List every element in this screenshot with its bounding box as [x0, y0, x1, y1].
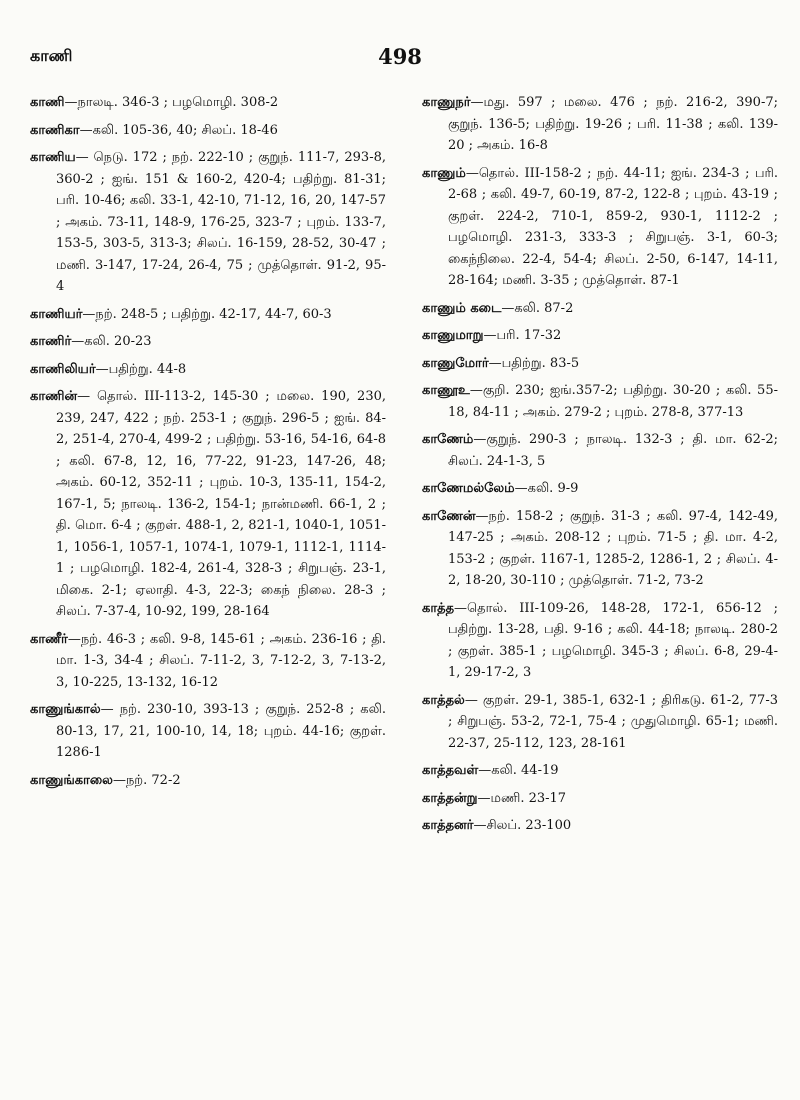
entry-headword: காணிகா [30, 122, 80, 138]
entry-headword: காணுங்காலை [30, 772, 113, 788]
entry-references: —கலி. 87-2 [501, 300, 574, 316]
index-entry [30, 359, 386, 381]
index-entry [422, 690, 778, 755]
index-entry [422, 478, 778, 500]
page-number: 498 [378, 44, 422, 69]
entry-headword: காணிய [30, 150, 76, 165]
left-column [30, 92, 386, 797]
entry-references: —பதிற்று. 83-5 [488, 355, 580, 371]
entry-references: —தொல். III-158-2 ; நற். 44-11; ஐங். 234-3 ; பரி. 2-68 ; கலி. 49-7, 60-19, 87-2, 122-8 ; புறம். 43-19 ; குறள். 224-2, 710-1, 859-2, 930-1, 1112-2 ; பழமொழி. 231-3, 333-3 ; சிறுபஞ். 3-1, 60-3; கைந்நிலை. 22-4, 54-4; சிலப். 2-50, 6-147, 14-11, 28-164; மணி. 3-35 ; முத்தொள். 87-1 [448, 165, 778, 288]
index-entry [30, 120, 386, 142]
entry-headword: காத்தன்று [422, 790, 478, 806]
entry-references: —கலி. 9-9 [514, 481, 579, 496]
index-entry [422, 788, 778, 810]
entry-headword: காணிர் [30, 334, 72, 349]
index-entry [422, 815, 778, 837]
right-column [422, 92, 778, 843]
index-entry [422, 429, 778, 472]
index-entry [30, 629, 386, 694]
index-entry [30, 770, 386, 792]
entry-references: —நற். 248-5 ; பதிற்று. 42-17, 44-7, 60-3 [82, 306, 332, 322]
running-head: காணி [30, 46, 73, 65]
index-entry [30, 331, 386, 353]
index-entry [422, 298, 778, 320]
entry-references: —நாலடி. 346-3 ; பழமொழி. 308-2 [64, 95, 279, 110]
entry-headword: காணி [30, 95, 65, 110]
index-entry [30, 92, 386, 114]
index-entry [422, 163, 778, 292]
entry-references: —மது. 597 ; மலை. 476 ; நற். 216-2, 390-7; குறுந். 136-5; பதிற்று. 19-26 ; பரி. 11-38 ; கலி. 139-20 ; அகம். 16-8 [448, 95, 778, 153]
entry-headword: காணீர் [30, 631, 68, 647]
entry-headword: காணுமாறு [422, 328, 484, 343]
entry-headword: காணேன் [422, 508, 476, 524]
entry-headword: காணியர் [30, 306, 83, 322]
entry-references: — நெடு. 172 ; நற். 222-10 ; குறுந். 111-7, 293-8, 360-2 ; ஐங். 151 & 160-2, 420-4; பதிற்று. 81-31; பரி. 10-46; கலி. 33-1, 42-10, 71-12, 16, 20, 147-57 ; அகம். 73-11, 148-9, 176-25, 323-7 ; புறம். 133-7, 153-5, 303-5, 313-3; சிலப். 16-159, 28-52, 30-47 ; மணி. 3-147, 17-24, 26-4, 75 ; முத்தொள். 91-2, 95-4 [56, 150, 386, 294]
entry-references: — குறள். 29-1, 385-1, 632-1 ; திரிகடு. 61-2, 77-3 ; சிறுபஞ். 53-2, 72-1, 75-4 ; முதுமொழி. 65-1; மணி. 22-37, 25-112, 123, 28-161 [448, 692, 778, 751]
entry-headword: காணும் [422, 165, 466, 181]
entry-references: —சிலப். 23-100 [473, 818, 572, 833]
entry-headword: காணின் [30, 389, 78, 404]
entry-headword: காத்தவள் [422, 763, 479, 778]
entry-references: —நற். 46-3 ; கலி. 9-8, 145-61 ; அகம். 236-16 ; தி. மா. 1-3, 34-4 ; சிலப். 7-11-2, 3, 7-12-2, 3, 7-13-2, 3, 10-225, 13-132, 16-12 [56, 631, 386, 690]
entry-references: —பதிற்று. 44-8 [95, 361, 187, 377]
index-entry [422, 325, 778, 347]
entry-headword: காணுமோர் [422, 355, 489, 371]
entry-references: — நற். 230-10, 393-13 ; குறுந். 252-8 ; கலி. 80-13, 17, 21, 100-10, 14, 18; புறம். 44-16; குறள். 1286-1 [56, 702, 386, 760]
index-entry [422, 92, 778, 157]
index-entry [422, 760, 778, 782]
entry-headword: காணேமல்லேம் [422, 481, 515, 496]
entry-references: — தொல். III-113-2, 145-30 ; மலை. 190, 230, 239, 247, 422 ; நற். 253-1 ; குறுந். 296-5 ; ஐங். 84-2, 251-4, 270-4, 499-2 ; பதிற்று. 53-16, 54-16, 64-8 ; கலி. 67-8, 12, 16, 77-22, 91-23, 147-26, 48; அகம். 60-12, 352-11 ; புறம். 10-3, 135-11, 154-2, 167-1, 5; நாலடி. 136-2, 154-1; நான்மணி. 66-1, 2 ; தி. மொ. 6-4 ; குறள். 488-1, 2, 821-1, 1040-1, 1051-1, 1056-1, 1057-1, 1074-1, 1079-1, 1112-1, 1114-1 ; பழமொழி. 182-4, 261-4, 328-3 ; சிறுபஞ். 23-1, மிகை. 2-1; ஏலாதி. 4-3, 22-3; கைந் நிலை. 28-3 ; சிலப். 7-37-4, 10-92, 199, 28-164 [56, 389, 386, 619]
index-entry [422, 506, 778, 592]
entry-references: —கலி. 105-36, 40; சிலப். 18-46 [79, 122, 278, 138]
index-entry [30, 147, 386, 298]
entry-headword: காணுங்கால் [30, 702, 101, 717]
entry-headword: காணூஉ [422, 383, 470, 398]
entry-references: —மணி. 23-17 [477, 790, 567, 806]
entry-headword: காணும் கடை [422, 300, 502, 316]
entry-references: —நற். 158-2 ; குறுந். 31-3 ; கலி. 97-4, 142-49, 147-25 ; அகம். 208-12 ; புறம். 71-5 ; தி. மா. 4-2, 153-2 ; குறள். 1167-1, 1285-2, 1286-1, 2 ; சிலப். 4-2, 18-20, 30-110 ; முத்தொள். 71-2, 73-2 [448, 508, 778, 588]
index-entry [422, 380, 778, 423]
entry-references: —கலி. 44-19 [478, 763, 559, 778]
index-entry [422, 598, 778, 684]
index-entry [30, 304, 386, 326]
entry-headword: காத்தனர் [422, 818, 474, 833]
entry-headword: காத்த [422, 600, 455, 616]
index-entry [30, 699, 386, 764]
entry-headword: காணிலியர் [30, 361, 96, 377]
entry-headword: காணுநர் [422, 95, 471, 110]
index-entry [30, 386, 386, 623]
entry-references: —கலி. 20-23 [71, 334, 152, 349]
entry-references: —பரி. 17-32 [483, 328, 562, 343]
entry-references: —குறி. 230; ஐங்.357-2; பதிற்று. 30-20 ; கலி. 55-18, 84-11 ; அகம். 279-2 ; புறம். 278-8, 377-13 [448, 383, 778, 420]
entry-headword: காணேம் [422, 432, 474, 447]
index-entry [422, 353, 778, 375]
entry-headword: காத்தல் [422, 692, 465, 708]
entry-references: —தொல். III-109-26, 148-28, 172-1, 656-12 ; பதிற்று. 13-28, பதி. 9-16 ; கலி. 44-18; நாலடி. 280-2 ; குறள். 385-1 ; பழமொழி. 345-3 ; சிலப். 6-8, 29-4-1, 29-17-2, 3 [448, 600, 778, 680]
entry-references: —குறுந். 290-3 ; நாலடி. 132-3 ; தி. மா. 62-2; சிலப். 24-1-3, 5 [448, 432, 778, 469]
entry-references: —நற். 72-2 [112, 772, 181, 788]
